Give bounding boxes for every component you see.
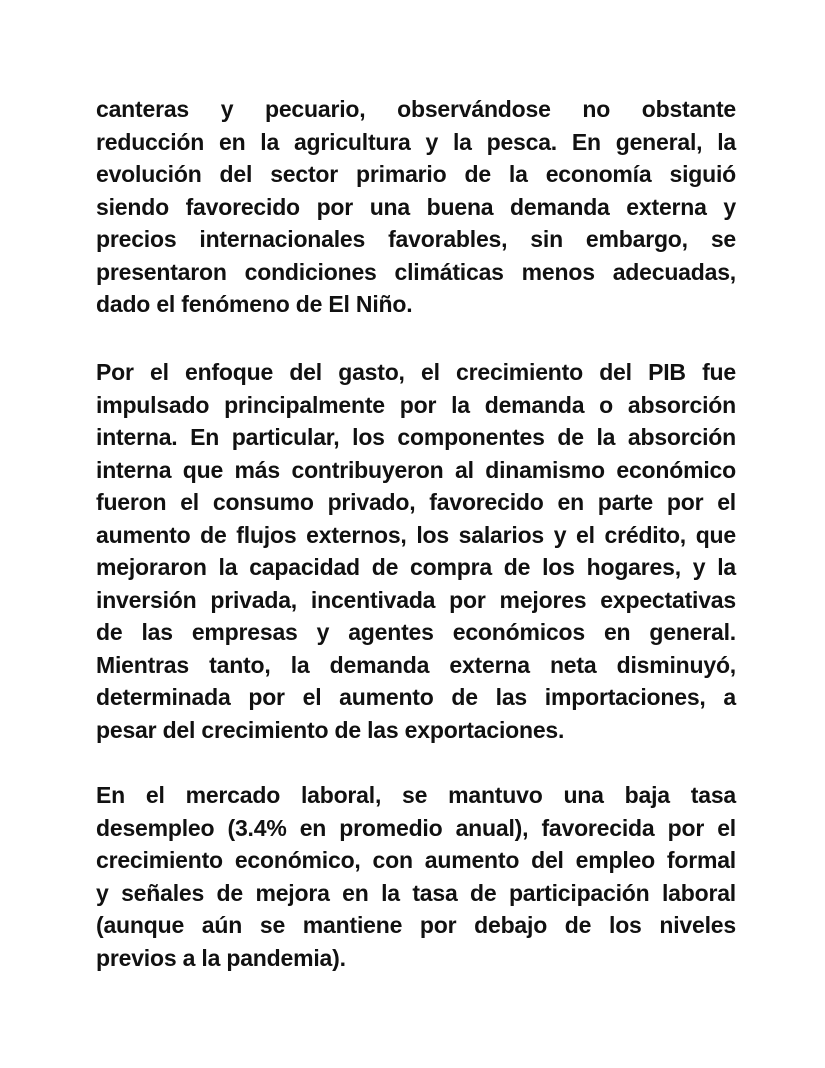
text-line: y señales de mejora en la tasa de participación laboral	[96, 879, 736, 906]
text-line: siendo favorecido por una buena demanda externa y	[96, 193, 736, 220]
text-line: presentaron condiciones climáticas menos adecuadas,	[96, 258, 736, 285]
text-line: En el mercado laboral, se mantuvo una baja tasa	[96, 782, 736, 808]
text-line: dado el fenómeno de El Niño.	[96, 291, 413, 317]
paragraph-labor-market	[96, 779, 736, 974]
text-line: pesar del crecimiento de las exportaciones.	[96, 716, 565, 743]
paragraph-primary-sector	[96, 93, 736, 321]
text-line: Por el enfoque del gasto, el crecimiento del PIB fue	[96, 359, 736, 385]
text-line: impulsado principalmente por la demanda o absorción	[96, 391, 736, 418]
text-line: inversión privada, incentivada por mejores expectativas	[96, 586, 736, 613]
text-line: determinada por el aumento de las importaciones, a	[96, 684, 736, 710]
text-line: Mientras tanto, la demanda externa neta disminuyó,	[96, 651, 736, 678]
text-line: interna. En particular, los componentes de la absorción	[96, 424, 736, 450]
text-line: reducción en la agricultura y la pesca. En general, la	[96, 128, 736, 155]
paragraph-expenditure	[96, 356, 736, 746]
text-line: previos a la pandemia).	[96, 944, 346, 971]
text-line: fueron el consumo privado, favorecido en parte por el	[96, 489, 736, 515]
text-line: de las empresas y agentes económicos en general.	[96, 619, 736, 645]
text-line: precios internacionales favorables, sin embargo, se	[96, 226, 736, 252]
text-line: canteras y pecuario, observándose no obstante	[96, 96, 736, 122]
text-line: desempleo (3.4% en promedio anual), favorecida por el	[96, 814, 736, 841]
text-line: interna que más contribuyeron al dinamismo económico	[96, 456, 736, 483]
text-line: evolución del sector primario de la economía siguió	[96, 161, 736, 187]
text-line: mejoraron la capacidad de compra de los hogares, y la	[96, 554, 736, 580]
text-line: aumento de flujos externos, los salarios y el crédito, que	[96, 521, 736, 548]
text-line: crecimiento económico, con aumento del empleo formal	[96, 847, 736, 873]
text-line: (aunque aún se mantiene por debajo de los niveles	[96, 912, 736, 938]
